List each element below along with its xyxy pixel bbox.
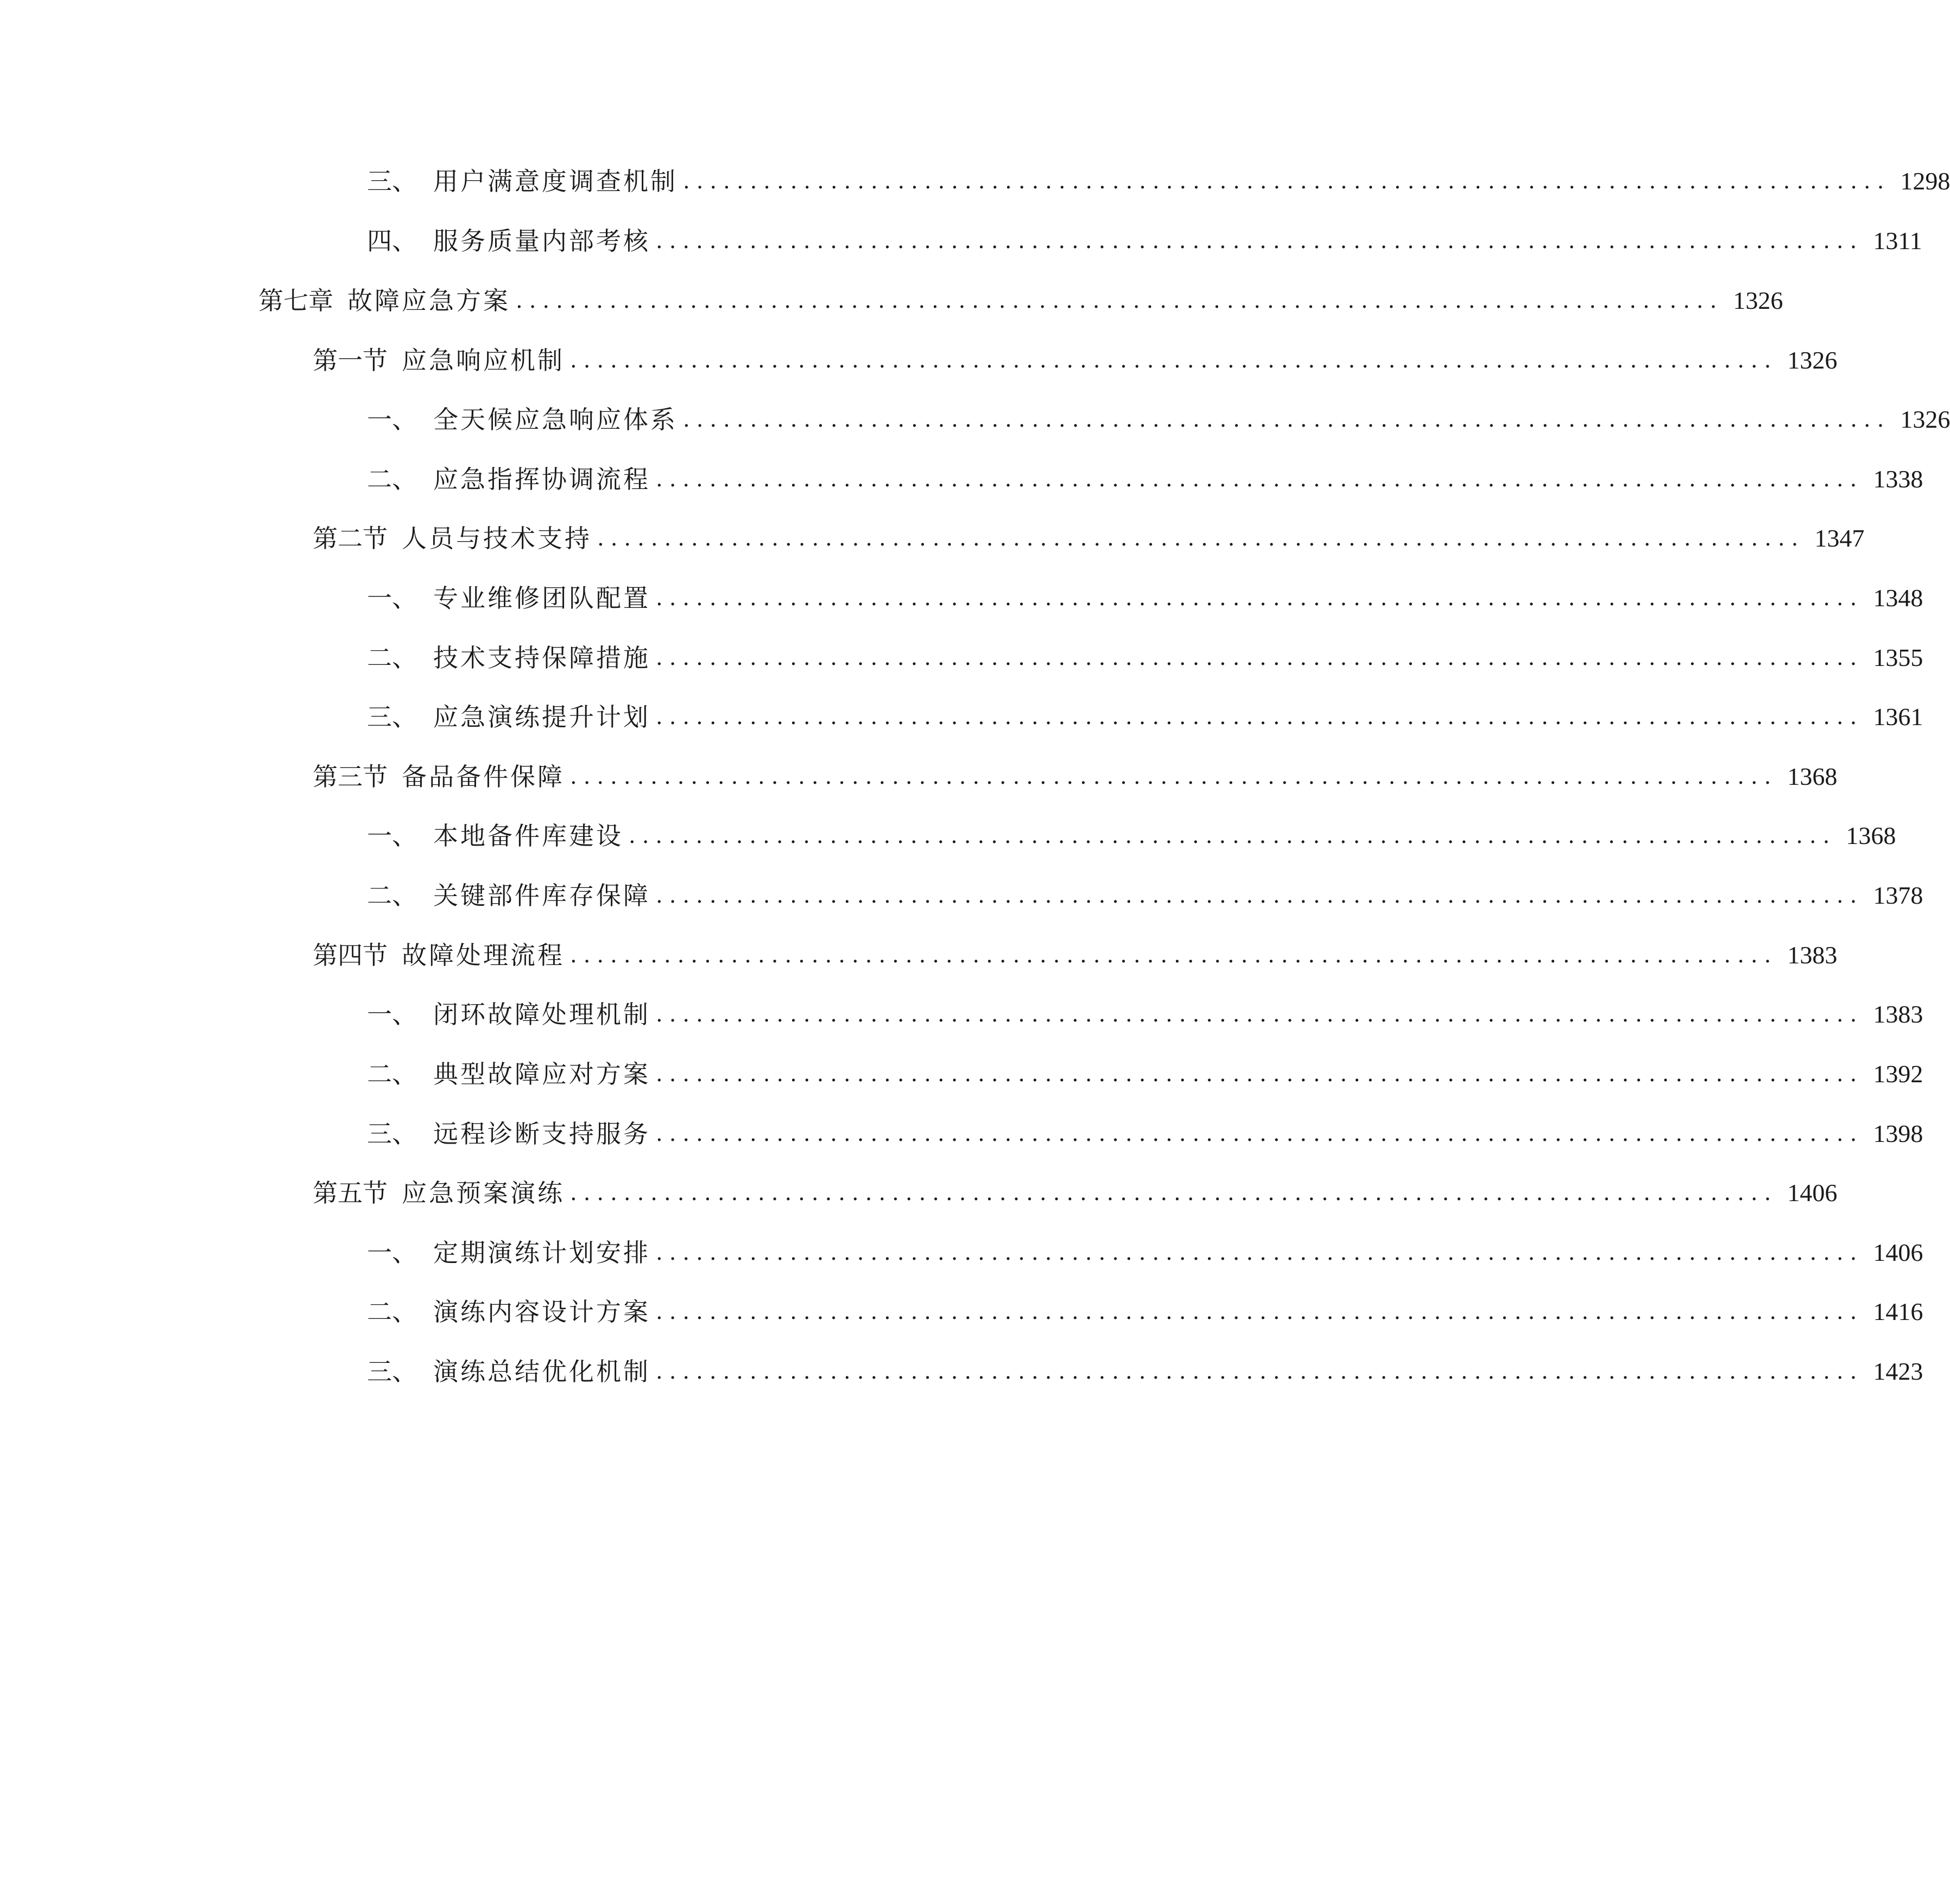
toc-entry[interactable] [367,695,1923,739]
entry-number: 第一节 [313,346,388,375]
dot-leader: .......................................................................................... [656,1121,1864,1146]
page-number: 1361 [1873,703,1923,731]
dot-leader: .......................................................................................... [683,407,1891,432]
dot-leader: .......................................................................................... [656,467,1864,492]
entry-title: 故障应急方案 [347,286,510,315]
toc-entry-section[interactable] [313,755,1838,798]
entry-title: 技术支持保障措施 [433,643,650,672]
entry-number: 四、 [367,226,417,256]
entry-number: 第五节 [313,1178,388,1208]
page-number: 1326 [1900,405,1950,433]
entry-title: 应急预案演练 [402,1178,565,1208]
dot-leader: .......................................................................................... [656,1002,1864,1027]
toc-entry[interactable] [367,874,1923,917]
toc-entry[interactable] [367,1350,1923,1393]
page-number: 1406 [1787,1179,1838,1207]
page-number: 1311 [1873,227,1922,255]
page-number: 1368 [1787,763,1838,790]
toc-entry[interactable] [367,993,1923,1036]
page-number: 1298 [1900,167,1950,195]
dot-leader: .......................................................................................... [570,943,1778,968]
entry-number: 三、 [367,1119,417,1148]
page-number: 1368 [1846,822,1896,849]
page-number: 1383 [1873,1000,1923,1028]
entry-title: 应急响应机制 [402,346,565,375]
dot-leader: .......................................................................................... [597,526,1805,551]
entry-number: 第二节 [313,524,388,553]
entry-title: 本地备件库建设 [433,821,623,851]
entry-title: 人员与技术支持 [402,524,592,553]
page-number: 1423 [1873,1357,1923,1385]
entry-number: 第三节 [313,762,388,791]
dot-leader: .......................................................................................... [570,764,1778,789]
entry-title: 远程诊断支持服务 [433,1119,650,1148]
dot-leader: .......................................................................................... [656,883,1864,908]
toc-entry[interactable] [367,398,1950,441]
entry-number: 二、 [367,643,417,672]
entry-title: 定期演练计划安排 [433,1238,650,1267]
entry-number: 第七章 [258,286,333,315]
toc-entry[interactable] [367,1231,1923,1274]
entry-title: 演练内容设计方案 [433,1297,650,1327]
toc-entry[interactable] [367,1290,1923,1334]
toc-entry[interactable] [367,219,1922,263]
page-number: 1383 [1787,941,1838,969]
toc-entry-section[interactable] [313,339,1838,382]
entry-number: 二、 [367,1059,417,1089]
entry-title: 服务质量内部考核 [433,226,650,256]
toc-entry[interactable] [367,458,1923,501]
page-number: 1392 [1873,1060,1923,1088]
page-number: 1347 [1814,524,1865,552]
entry-title: 故障处理流程 [402,941,565,970]
dot-leader: .......................................................................................... [656,1062,1864,1087]
toc-entry[interactable] [367,576,1923,620]
entry-number: 三、 [367,702,417,732]
toc-entry[interactable] [367,814,1896,858]
entry-title: 应急演练提升计划 [433,702,650,732]
page-number: 1326 [1733,287,1783,314]
entry-number: 二、 [367,1297,417,1327]
entry-number: 一、 [367,1238,417,1267]
dot-leader: .......................................................................................... [656,1299,1864,1324]
toc-entry-chapter[interactable] [258,279,1783,322]
dot-leader: .......................................................................................... [656,229,1864,253]
entry-title: 专业维修团队配置 [433,583,650,613]
page-number: 1348 [1873,584,1923,612]
page-number: 1416 [1873,1298,1923,1325]
toc-entry-section[interactable] [313,1171,1838,1215]
page-number: 1355 [1873,644,1923,671]
dot-leader: .......................................................................................... [656,1240,1864,1265]
dot-leader: .......................................................................................... [656,705,1864,729]
entry-number: 一、 [367,583,417,613]
dot-leader: .......................................................................................... [656,645,1864,670]
toc-entry[interactable] [367,1112,1923,1156]
entry-number: 第四节 [313,941,388,970]
entry-number: 三、 [367,1357,417,1386]
dot-leader: .......................................................................................... [683,169,1891,194]
entry-title: 应急指挥协调流程 [433,465,650,494]
entry-title: 备品备件保障 [402,762,565,791]
entry-title: 闭环故障处理机制 [433,1000,650,1029]
dot-leader: .......................................................................................... [570,1181,1778,1205]
page-number: 1326 [1787,346,1838,374]
dot-leader: .......................................................................................... [570,348,1778,373]
page-number: 1406 [1873,1239,1923,1266]
toc-entry-section[interactable] [313,934,1838,977]
entry-number: 一、 [367,405,417,434]
page-number: 1338 [1873,465,1923,493]
toc-entry[interactable] [367,636,1923,680]
entry-title: 用户满意度调查机制 [433,167,678,196]
page-number: 1378 [1873,881,1923,909]
toc-entry[interactable] [367,1052,1923,1096]
dot-leader: .......................................................................................... [656,586,1864,611]
entry-title: 典型故障应对方案 [433,1059,650,1089]
entry-title: 演练总结优化机制 [433,1357,650,1386]
dot-leader: .......................................................................................... [656,1359,1864,1384]
toc-entry-section[interactable] [313,517,1865,560]
entry-number: 一、 [367,821,417,851]
entry-number: 三、 [367,167,417,196]
entry-number: 二、 [367,465,417,494]
entry-number: 二、 [367,881,417,910]
entry-title: 全天候应急响应体系 [433,405,678,434]
dot-leader: .......................................................................................... [516,288,1724,313]
page-number: 1398 [1873,1120,1923,1147]
entry-title: 关键部件库存保障 [433,881,650,910]
entry-number: 一、 [367,1000,417,1029]
toc-entry[interactable] [367,160,1950,203]
dot-leader: .......................................................................................... [629,823,1837,848]
